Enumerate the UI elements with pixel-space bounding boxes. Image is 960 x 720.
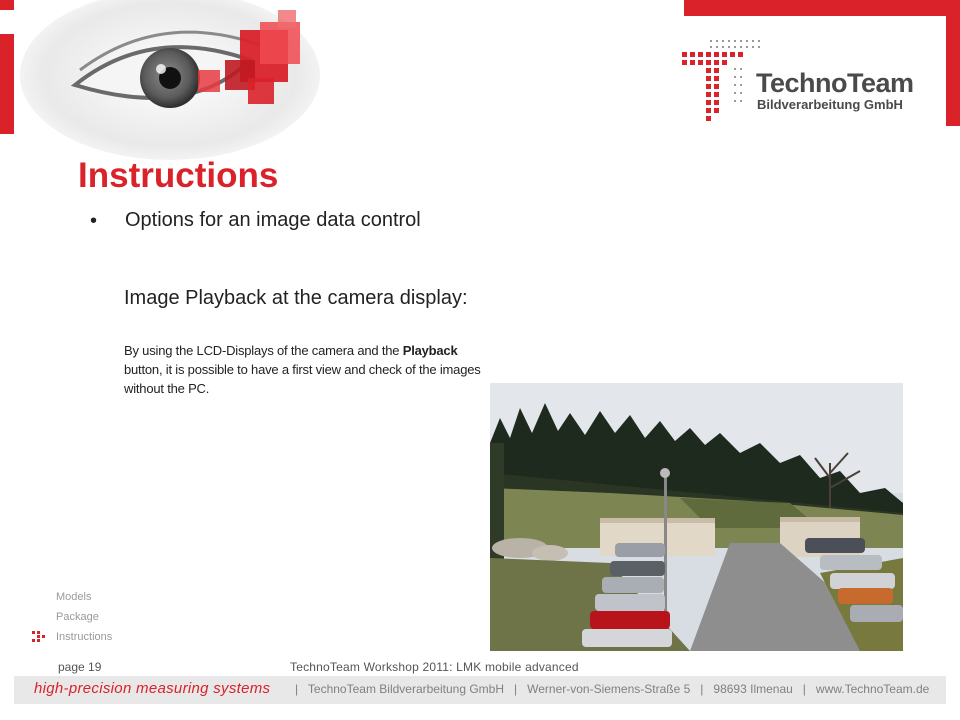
nav-item-instructions[interactable]: Instructions: [56, 631, 113, 643]
body-text-part1: By using the LCD-Displays of the camera and the: [124, 343, 403, 358]
eye-logo-graphic: [20, 0, 360, 175]
nav-item-models[interactable]: Models: [56, 591, 92, 603]
section-heading: Image Playback at the camera display:: [124, 287, 468, 309]
page-number: page 19: [58, 660, 102, 674]
body-text-bold: Playback: [402, 343, 458, 358]
body-text-part2: button, it is possible to have a first view and check of the images without the PC.: [124, 362, 481, 396]
active-nav-marker-icon: [32, 631, 48, 643]
footer-event-title: TechnoTeam Workshop 2011: LMK mobile advanced: [290, 660, 579, 674]
bullet-text: Options for an image data control: [125, 209, 421, 231]
left-red-frame: [0, 34, 14, 134]
nav-item-package[interactable]: Package: [56, 611, 99, 623]
parking-lot-photo: [490, 383, 903, 651]
footer-tagline: high-precision measuring systems: [34, 680, 271, 697]
footer-company-info: | TechnoTeam Bildverarbeitung GmbH | Werner-von-Siemens-Straße 5 | 98693 Ilmenau | www.TechnoTeam.de: [295, 682, 930, 696]
top-red-frame: [684, 0, 960, 16]
logo-subtitle: Bildverarbeitung GmbH: [757, 97, 903, 112]
right-red-frame: [946, 0, 960, 126]
left-red-frame-top: [0, 0, 14, 10]
logo-name: TechnoTeam: [756, 68, 914, 98]
body-paragraph: [124, 341, 494, 398]
page-title: Instructions: [78, 156, 279, 195]
bullet-icon: •: [90, 210, 98, 232]
